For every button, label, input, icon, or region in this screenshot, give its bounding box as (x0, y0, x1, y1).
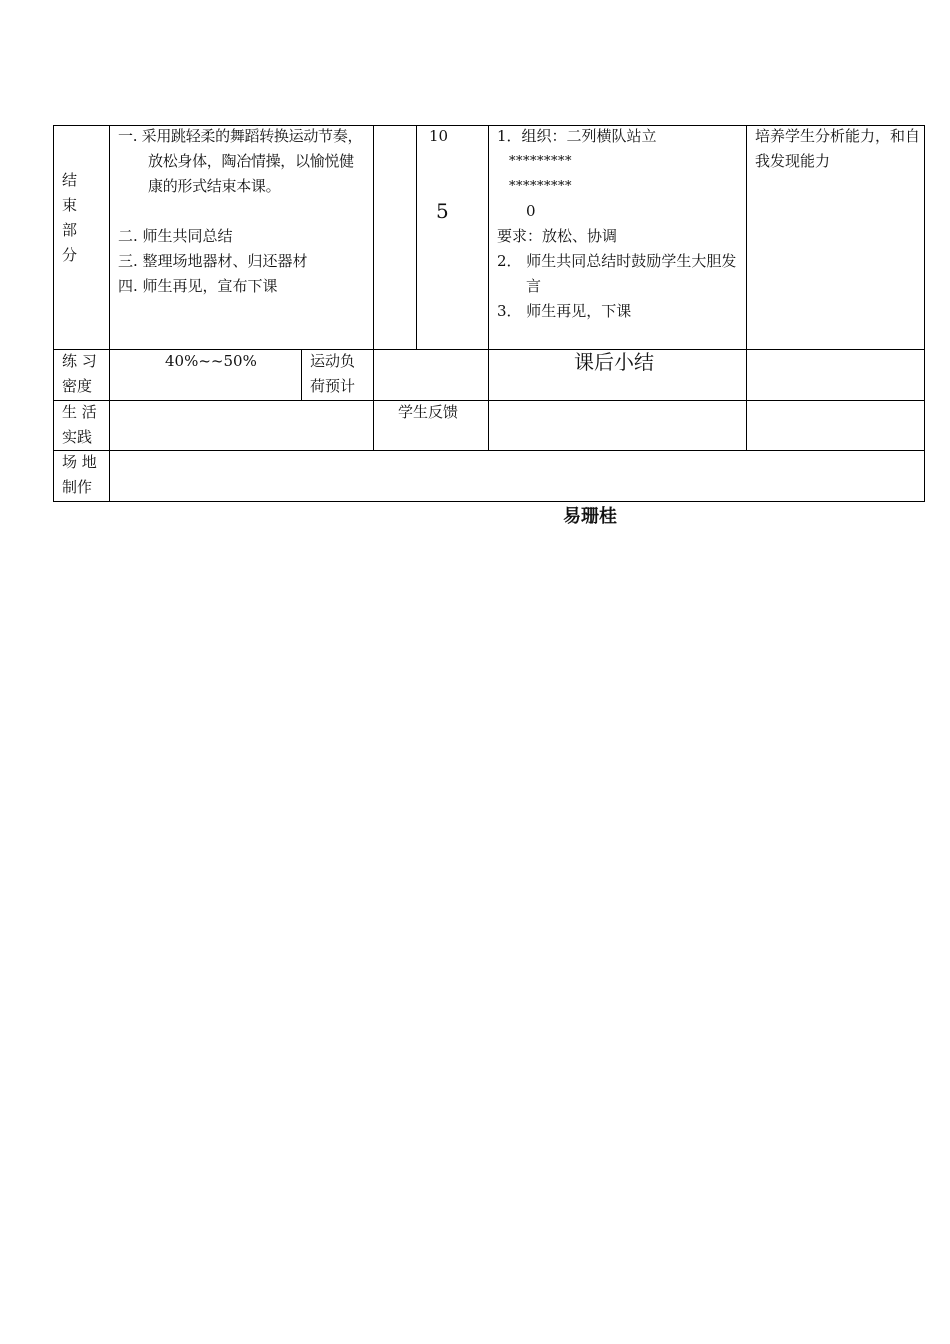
organization-cell (497, 124, 741, 324)
time-value-top: 10 (429, 127, 449, 145)
venue-label: 场 地 制作 (62, 453, 97, 496)
student-feedback-label: 学生反馈 (398, 403, 459, 421)
goal-cell: 培养学生分析能力，和自我发现能力 (755, 127, 921, 170)
load-estimate-label: 运动负荷预计 (310, 352, 356, 395)
life-practice-label: 生 活 实践 (62, 403, 97, 446)
col-divider (746, 125, 747, 450)
section-label-char: 结 (62, 171, 78, 189)
content-cell (118, 124, 368, 299)
time-value-bottom: 5 (436, 199, 449, 223)
section-label-char: 分 (62, 246, 78, 264)
section-label (62, 168, 92, 268)
row-divider (53, 450, 925, 451)
content-item-3: 三. 整理场地器材、归还器材 (118, 252, 308, 270)
col-divider (373, 125, 374, 450)
row-divider (53, 400, 925, 401)
summary-label: 课后小结 (574, 350, 654, 374)
col-divider (488, 125, 489, 450)
organization-line-3: 3． 师生再见，下课 (497, 302, 632, 320)
requirement-line: 要求：放松、协调 (497, 227, 618, 245)
formation-row-2: ********* (509, 179, 572, 194)
formation-row-1: ********* (509, 154, 572, 169)
teacher-signature: 易珊桂 (563, 506, 617, 527)
density-value: 40%~~50% (165, 352, 257, 370)
teacher-position: 0 (526, 202, 536, 220)
col-divider (416, 125, 417, 349)
organization-line-1: 1．组织：二列横队站立 (497, 127, 657, 145)
organization-line-2: 2． 师生共同总结时鼓励学生大胆发言 (497, 252, 737, 295)
section-label-char: 束 (62, 196, 78, 214)
content-item-2: 二. 师生共同总结 (118, 227, 233, 245)
col-divider (301, 349, 302, 400)
col-divider (109, 125, 110, 502)
section-label-char: 部 (62, 221, 78, 239)
content-item-4: 四. 师生再见，宣布下课 (118, 277, 278, 295)
content-item-1: 一. 采用跳轻柔的舞蹈转换运动节奏，放松身体，陶冶情操，以愉悦健康的形式结束本课。 (118, 127, 363, 195)
density-label: 练 习 密度 (62, 352, 97, 395)
